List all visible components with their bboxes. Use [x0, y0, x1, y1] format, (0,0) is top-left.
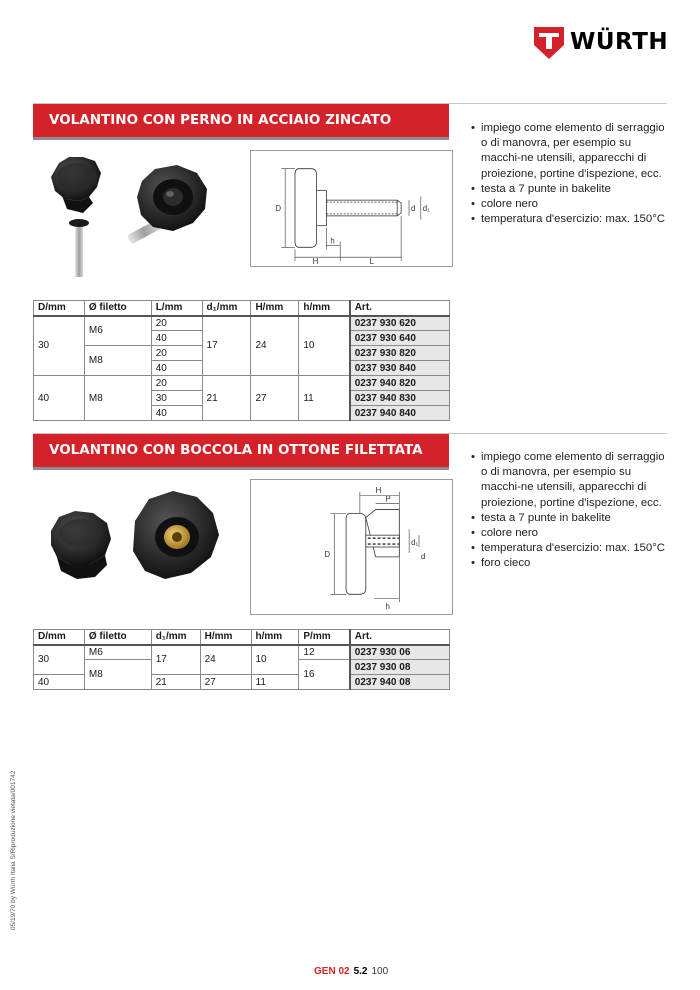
page-footer — [314, 966, 388, 977]
column-header: d₁/mm — [202, 301, 251, 316]
cell-thread: M6 — [84, 316, 151, 346]
cell-H: 24 — [200, 645, 251, 675]
cell-L: 20 — [151, 346, 202, 361]
table-header-row — [34, 301, 450, 316]
article-number: 0237 930 640 — [350, 331, 450, 346]
diagram-label-h: h — [385, 602, 390, 612]
section-title: VOLANTINO CON BOCCOLA IN OTTONE FILETTATA — [33, 434, 449, 467]
cell-L: 20 — [151, 376, 202, 391]
article-number: 0237 940 08 — [350, 675, 450, 690]
cell-thread: M6 — [84, 645, 151, 660]
cell-thread: M8 — [84, 346, 151, 376]
cell-D: 30 — [34, 316, 85, 376]
column-header: Ø filetto — [84, 301, 151, 316]
diagram-label-D: D — [275, 203, 282, 213]
section-title-shadow — [33, 137, 449, 140]
cell-L: 40 — [151, 331, 202, 346]
column-header: L/mm — [151, 301, 202, 316]
cell-h: 10 — [251, 645, 299, 675]
diagram-label-H: H — [312, 257, 319, 266]
dimension-drawing — [251, 151, 452, 266]
column-header: Art. — [350, 630, 450, 645]
cell-d1: 17 — [202, 316, 251, 376]
cell-L: 40 — [151, 406, 202, 421]
column-header: Ø filetto — [84, 630, 151, 645]
column-header: H/mm — [251, 301, 299, 316]
column-header: H/mm — [200, 630, 251, 645]
spec-table — [33, 629, 450, 690]
cell-P: 16 — [299, 660, 350, 690]
cell-L: 40 — [151, 361, 202, 376]
article-number: 0237 930 08 — [350, 660, 450, 675]
section-number: 5.2 — [353, 966, 368, 977]
article-number: 0237 930 06 — [350, 645, 450, 660]
diagram-label-d1: d₁ — [422, 203, 430, 213]
feature-item: • testa a 7 punte in bakelite — [471, 182, 671, 197]
dimension-drawing — [251, 480, 452, 614]
table-row — [34, 645, 450, 660]
diagram-label-d1: d₁ — [411, 538, 419, 548]
cell-D: 40 — [34, 675, 85, 690]
feature-item: • foro cieco — [471, 556, 671, 571]
column-header: Art. — [350, 301, 450, 316]
column-header: P/mm — [299, 630, 350, 645]
article-number: 0237 930 620 — [350, 316, 450, 331]
feature-item: • testa a 7 punte in bakelite — [471, 511, 671, 526]
article-number: 0237 940 830 — [350, 391, 450, 406]
diagram-label-d: d — [420, 551, 426, 561]
diagram-label-L: L — [369, 257, 375, 266]
feature-item: • temperatura d'esercizio: max. 150°C — [471, 541, 671, 556]
section-perno — [33, 103, 667, 423]
wurth-logo-icon — [534, 27, 564, 59]
diagram-label-H: H — [375, 485, 382, 495]
column-header: d₁/mm — [151, 630, 200, 645]
cell-h: 11 — [251, 675, 299, 690]
article-number: 0237 930 820 — [350, 346, 450, 361]
cell-D: 40 — [34, 376, 85, 421]
page-number: 100 — [371, 966, 389, 977]
diagram-label-D: D — [324, 549, 331, 559]
diagram-label-d: d — [410, 203, 416, 213]
cell-H: 27 — [200, 675, 251, 690]
brand-name: WÜRTH — [570, 29, 669, 55]
product-photo — [37, 151, 227, 283]
technical-diagram — [250, 479, 453, 615]
knob-with-bushing-image — [41, 485, 231, 587]
column-header: h/mm — [251, 630, 299, 645]
feature-item: • temperatura d'esercizio: max. 150°C — [471, 212, 671, 227]
section-boccola — [33, 433, 667, 693]
cell-d1: 17 — [151, 645, 200, 675]
diagram-label-h: h — [330, 236, 335, 246]
table-row — [34, 376, 450, 391]
section-title: VOLANTINO CON PERNO IN ACCIAIO ZINCATO — [33, 104, 449, 137]
technical-diagram — [250, 150, 453, 267]
table-row — [34, 316, 450, 331]
feature-item: • impiego come elemento di serraggio o di manovra, per esempio su macchi-ne utensili, apparecchi di proiezione, portine d'ispezione, ecc. — [471, 121, 671, 182]
cell-H: 24 — [251, 316, 299, 376]
product-photo — [41, 485, 231, 587]
article-number: 0237 940 820 — [350, 376, 450, 391]
section-title-shadow — [33, 467, 449, 470]
column-header: h/mm — [299, 301, 350, 316]
feature-list — [471, 450, 671, 572]
article-number: 0237 930 840 — [350, 361, 450, 376]
catalog-code: GEN 02 — [314, 966, 350, 977]
diagram-label-P: P — [385, 494, 391, 504]
feature-item: • colore nero — [471, 526, 671, 541]
cell-thread: M8 — [84, 376, 151, 421]
table-header-row — [34, 630, 450, 645]
cell-d1: 21 — [151, 675, 200, 690]
cell-d1: 21 — [202, 376, 251, 421]
article-number: 0237 940 840 — [350, 406, 450, 421]
cell-L: 20 — [151, 316, 202, 331]
cell-thread: M8 — [84, 660, 151, 690]
cell-D: 30 — [34, 645, 85, 675]
cell-H: 27 — [251, 376, 299, 421]
cell-P: 12 — [299, 645, 350, 660]
column-header: D/mm — [34, 301, 85, 316]
cell-L: 30 — [151, 391, 202, 406]
cell-h: 10 — [299, 316, 350, 376]
knob-with-stud-image — [37, 151, 227, 283]
feature-item: • colore nero — [471, 197, 671, 212]
feature-item: • impiego come elemento di serraggio o di manovra, per esempio su macchi-ne utensili, apparecchi di proiezione, portine d'ispezione, ecc. — [471, 450, 671, 511]
wurth-logo — [534, 27, 674, 59]
column-header: D/mm — [34, 630, 85, 645]
feature-list — [471, 121, 671, 227]
cell-h: 11 — [299, 376, 350, 421]
copyright-note: 05/19/70 by Würth Italia S/Riproduzione vietata/001742 — [10, 770, 17, 930]
spec-table — [33, 300, 450, 421]
